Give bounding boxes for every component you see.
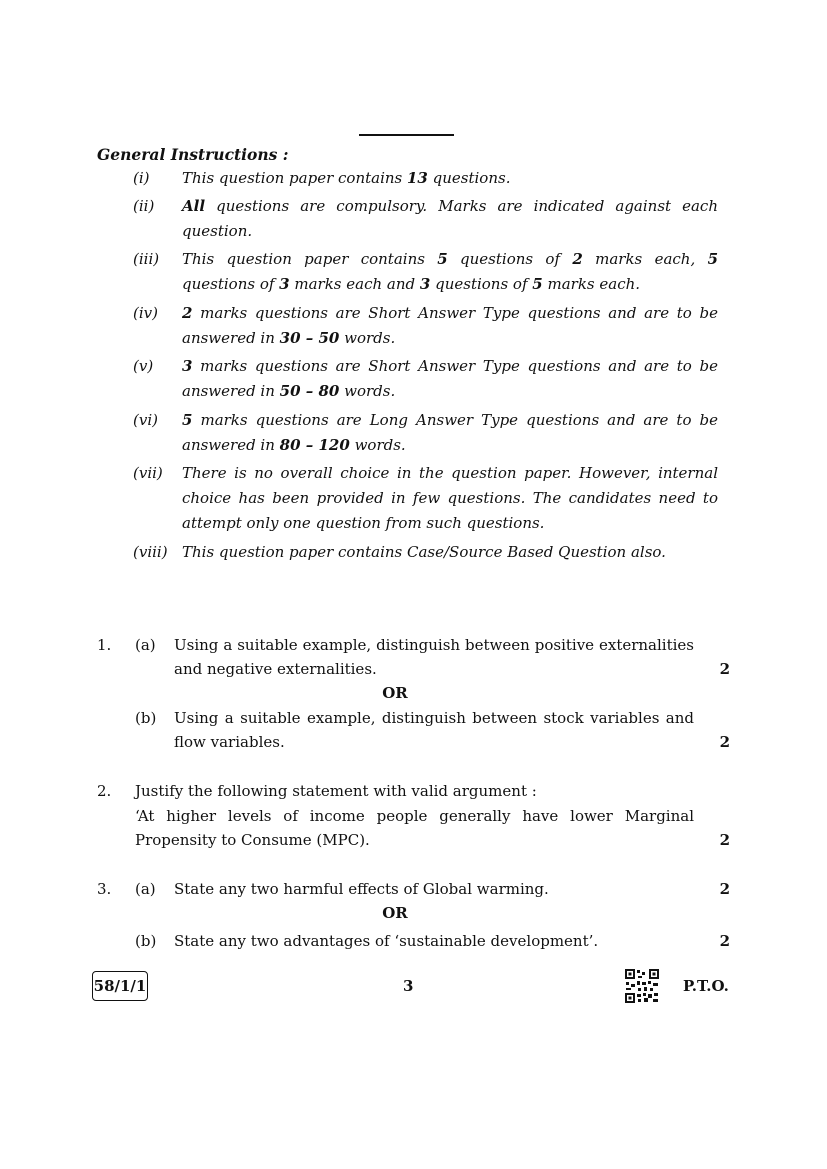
instruction-number: (iv) (133, 304, 158, 322)
marks: 2 (719, 733, 730, 751)
instruction-number: (viii) (133, 543, 168, 561)
question-number: 1. (97, 636, 112, 654)
subpart-label: (b) (135, 709, 157, 727)
marks: 2 (719, 932, 730, 950)
or-divider: OR (382, 684, 408, 702)
subpart-label: (a) (135, 636, 156, 654)
question-text: Justify the following statement with valid argument : (135, 782, 537, 800)
general-instructions-heading: General Instructions : (97, 145, 289, 164)
paper-code-badge: 58/1/1 (92, 971, 148, 1001)
instruction-number: (iii) (133, 250, 160, 268)
instruction-text: This question paper contains 5 questions of 2 marks each, 5 questions of 3 marks each and 3 questions of 5 marks each. (182, 250, 718, 293)
top-rule (359, 134, 454, 136)
instruction-number: (i) (133, 169, 150, 187)
instruction-number: (v) (133, 357, 154, 375)
instruction-text: 3 marks questions are Short Answer Type questions and are to be answered in 50 – 80 words. (182, 357, 718, 400)
instruction-text: This question paper contains Case/Source Based Question also. (182, 543, 666, 561)
question-text: State any two harmful effects of Global warming. (174, 880, 549, 898)
marks: 2 (719, 831, 730, 849)
marks: 2 (719, 660, 730, 678)
marks: 2 (719, 880, 730, 898)
pto-label: P.T.O. (683, 977, 729, 995)
page-number: 3 (403, 977, 414, 995)
subpart-label: (a) (135, 880, 156, 898)
or-divider: OR (382, 904, 408, 922)
question-number: 3. (97, 880, 112, 898)
instruction-number: (vii) (133, 464, 163, 482)
question-number: 2. (97, 782, 112, 800)
subpart-label: (b) (135, 932, 157, 950)
question-text: Using a suitable example, distinguish between stock variables and flow variables. (174, 709, 694, 751)
question-text: Using a suitable example, distinguish between positive externalities and negative externalities. (174, 636, 694, 678)
question-text: State any two advantages of ‘sustainable development’. (174, 932, 599, 950)
instruction-text: 5 marks questions are Long Answer Type questions and are to be answered in 80 – 120 words. (182, 411, 718, 454)
instruction-number: (vi) (133, 411, 158, 429)
instruction-text: This question paper contains 13 questions. (182, 169, 511, 187)
instruction-text: 2 marks questions are Short Answer Type questions and are to be answered in 30 – 50 words. (182, 304, 718, 347)
qr-code-icon (624, 968, 660, 1004)
instruction-number: (ii) (133, 197, 155, 215)
instruction-text: There is no overall choice in the question paper. However, internal choice has been provided in few questions. The candidates need to attempt only one question from such questions. (182, 464, 718, 532)
question-statement: ‘At higher levels of income people generally have lower Marginal Propensity to Consume (MPC). (135, 807, 694, 849)
instruction-text: All questions are compulsory. Marks are indicated against each question. (182, 197, 718, 240)
